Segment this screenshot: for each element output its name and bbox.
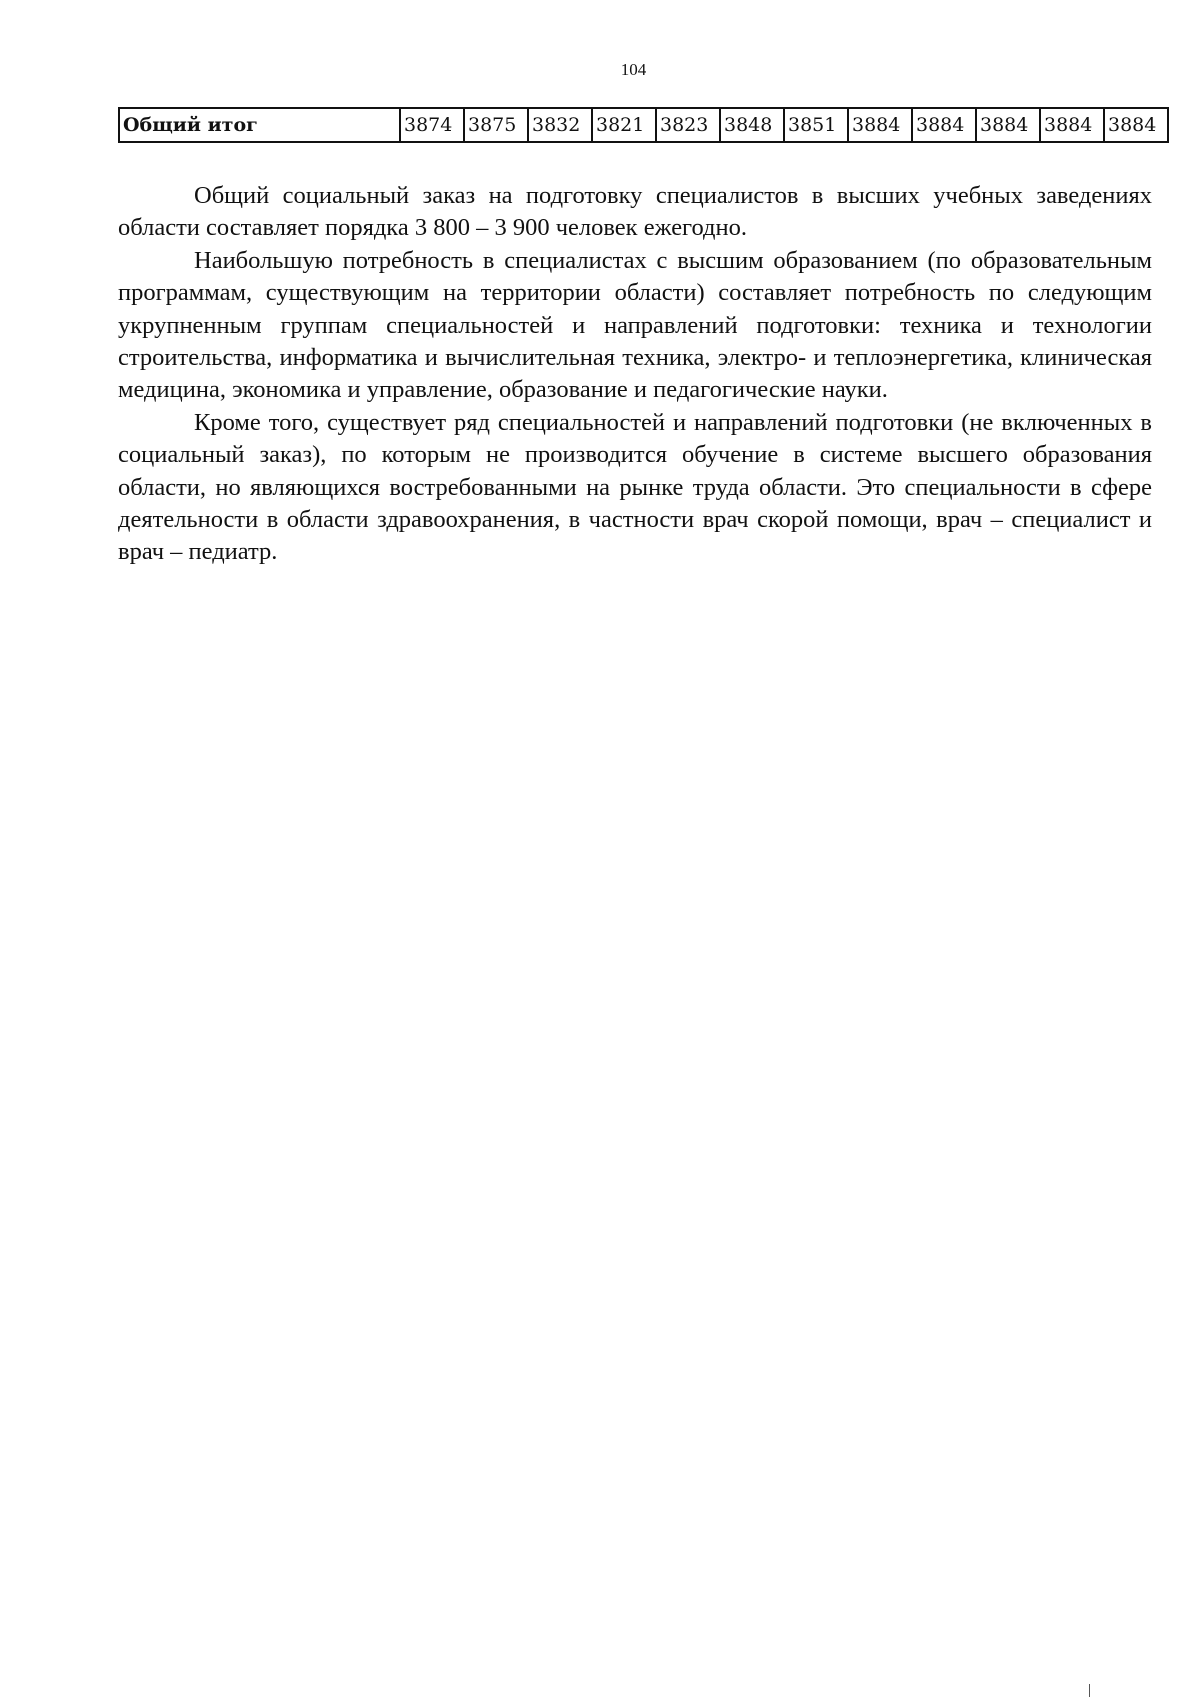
total-value-cell: 3884 [976,108,1040,142]
paragraph: Кроме того, существует ряд специальностей и направлений подготовки (не включенных в социальный заказ), по которым не производится обучение в системе высшего образования области, но являющихся востребованными на рынке труда области. Это специальности в сфере деятельности в области здравоохранения, в частности врач скорой помощи, врач – специалист и врач – педиатр. [118,408,1152,566]
paragraph: Наибольшую потребность в специалистах с высшим образованием (по образовательным программам, существующим на территории области) составляет потребность по следующим укрупненным группам специальностей и направлений подготовки: техника и технологии строительства, информатика и вычислительная техника, электро- и теплоэнергетика, клиническая медицина, экономика и управление, образование и педагогические науки. [118,246,1152,404]
table-row [119,108,1168,142]
total-value-cell: 3884 [848,108,912,142]
total-value-cell: 3874 [400,108,464,142]
body-text [118,180,1152,569]
scan-edge-mark [1089,1684,1090,1697]
total-value-cell: 3823 [656,108,720,142]
page-number: 104 [620,60,647,79]
paragraph: Общий социальный заказ на подготовку специалистов в высших учебных заведениях области составляет порядка 3 800 – 3 900 человек ежегодно. [118,182,1152,242]
total-label-cell: Общий итог [119,108,400,142]
total-value-cell: 3821 [592,108,656,142]
total-value-cell: 3832 [528,108,592,142]
total-value-cell: 3875 [464,108,528,142]
total-value-cell: 3884 [912,108,976,142]
total-value-cell: 3884 [1104,108,1168,142]
total-value-cell: 3884 [1040,108,1104,142]
totals-table [118,107,1169,143]
total-value-cell: 3848 [720,108,784,142]
total-value-cell: 3851 [784,108,848,142]
